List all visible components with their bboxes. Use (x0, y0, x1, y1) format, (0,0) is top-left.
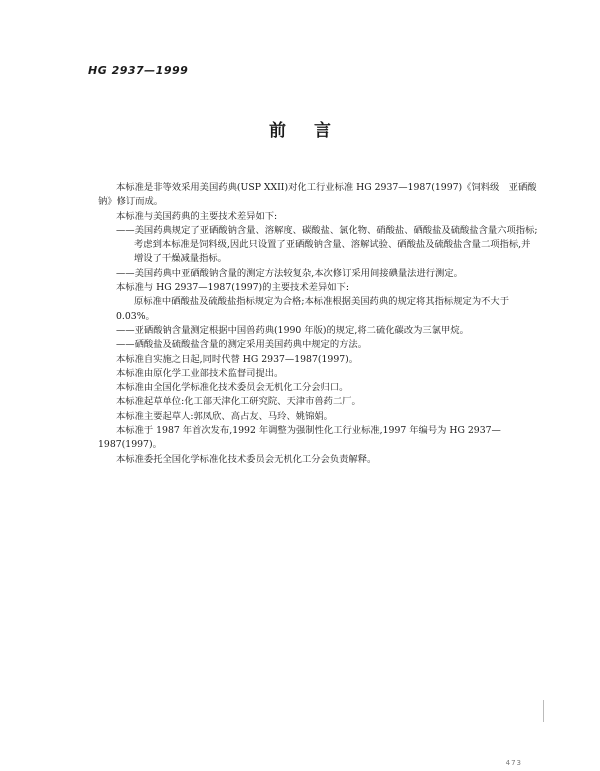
paragraph-adoption: 本标准是非等效采用美国药典(USP XXII)对化工行业标准 HG 2937—1987(1997)《饲料级 亚硒酸钠》修订而成。 (98, 182, 537, 208)
margin-mark (543, 700, 544, 722)
list-item: ——美国药典规定了亚硒酸钠含量、溶解度、碳酸盐、氯化物、硝酸盐、硒酸盐及硫酸盐含量六项指标;考虑到本标准是饲料级,因此只设置了亚硒酸钠含量、溶解试验、硒酸盐及硫酸盐含量二项指标,并增设了干燥减量指标。 (116, 224, 538, 265)
paragraph-proposer: 本标准由原化学工业部技术监督司提出。 (116, 367, 284, 379)
paragraph-previous-differences: 本标准与 HG 2937—1987(1997)的主要技术差异如下: (116, 282, 349, 294)
document-body (98, 181, 538, 467)
list-item: ——亚硒酸钠含量测定根据中国兽药典(1990 年版)的规定,将二硫化碳改为三氯甲烷。 (116, 324, 469, 336)
list-item: ——美国药典中亚硒酸钠含量的测定方法较复杂,本次修订采用间接碘量法进行测定。 (116, 267, 463, 279)
paragraph-drafters: 本标准主要起草人:郭凤欣、高占友、马玲、姚锦娟。 (116, 410, 333, 422)
list-item: ——硒酸盐及硫酸盐含量的测定采用美国药典中规定的方法。 (116, 339, 368, 351)
paragraph-replacement: 本标准自实施之日起,同时代替 HG 2937—1987(1997)。 (116, 353, 359, 365)
paragraph-interpretation: 本标准委托全国化学标准化技术委员会无机化工分会负责解释。 (116, 453, 377, 465)
paragraph-management: 本标准由全国化学标准化技术委员会无机化工分会归口。 (116, 382, 349, 394)
document-code: HG 2937—1999 (88, 64, 189, 77)
paragraph-note: 原标准中硒酸盐及硫酸盐指标规定为合格;本标准根据美国药典的规定将其指标规定为不大于 0.03%。 (116, 296, 510, 322)
paragraph-usp-differences: 本标准与美国药典的主要技术差异如下: (116, 210, 278, 222)
paragraph-history: 本标准于 1987 年首次发布,1992 年调整为强制性化工行业标准,1997 年编号为 HG 2937—1987(1997)。 (98, 425, 501, 451)
paragraph-drafting-units: 本标准起草单位:化工部天津化工研究院、天津市兽药二厂。 (116, 396, 361, 408)
page-title: 前言 (269, 121, 359, 141)
page-number: 473 (505, 759, 522, 767)
